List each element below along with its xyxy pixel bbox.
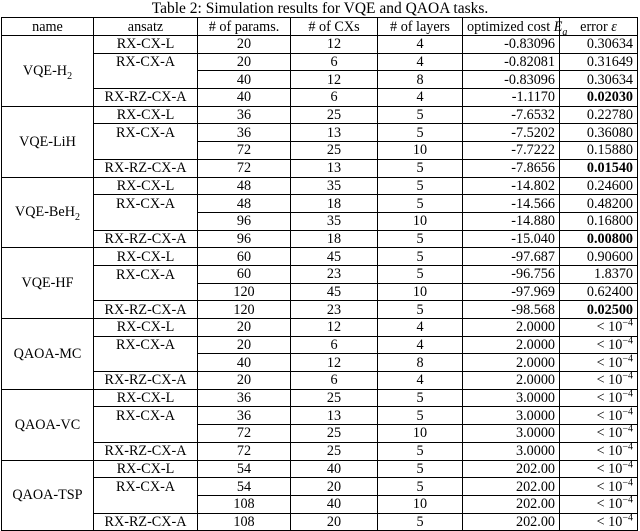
table-row (2, 106, 638, 124)
cell-cost: 202.00 (463, 513, 560, 531)
cell-ansatz: RX-RZ-CX-A (94, 372, 198, 390)
cell-layers: 5 (378, 177, 463, 195)
cell-params: 36 (198, 407, 291, 425)
header-cxs: # of CXs (291, 18, 378, 36)
cell-params: 48 (198, 195, 291, 213)
cell-layers: 5 (378, 230, 463, 248)
cell-cost: 2.0000 (463, 372, 560, 390)
cell-cost: 2.0000 (463, 336, 560, 354)
cell-layers: 5 (378, 248, 463, 266)
cell-params: 54 (198, 460, 291, 478)
cell-cxs: 45 (291, 248, 378, 266)
cell-cxs: 23 (291, 265, 378, 283)
cell-layers: 10 (378, 142, 463, 160)
row-group-name: VQE-$H_2$ (2, 36, 94, 107)
cell-params: 108 (198, 513, 291, 531)
cell-ansatz (94, 212, 198, 230)
cell-error: 0.22780 (560, 106, 638, 124)
row-group-name: QAOA-MC (2, 319, 94, 390)
cell-layers: 5 (378, 301, 463, 319)
cell-cxs: 45 (291, 283, 378, 301)
cell-error: < $10^{-4}$ (560, 425, 638, 443)
cell-layers: 5 (378, 389, 463, 407)
cell-layers: 8 (378, 354, 463, 372)
cell-ansatz: RX-CX-L (94, 106, 198, 124)
cell-cost: -7.7222 (463, 142, 560, 160)
row-group-name: VQE-HF (2, 248, 94, 319)
cell-ansatz: RX-RZ-CX-A (94, 301, 198, 319)
cell-ansatz: RX-CX-L (94, 177, 198, 195)
cell-ansatz: RX-CX-L (94, 389, 198, 407)
table-row (2, 195, 638, 213)
cell-params: 40 (198, 354, 291, 372)
cell-error: < $10^{-4}$ (560, 336, 638, 354)
cell-error: < $10^{-4}$ (560, 513, 638, 531)
cell-cost: 2.0000 (463, 319, 560, 337)
header-layers: # of layers (378, 18, 463, 36)
cell-layers: 4 (378, 336, 463, 354)
cell-cxs: 18 (291, 230, 378, 248)
header-params: # of params. (198, 18, 291, 36)
table-row (2, 159, 638, 177)
cell-cost: 2.0000 (463, 354, 560, 372)
cell-cxs: 20 (291, 513, 378, 531)
cell-params: 120 (198, 301, 291, 319)
cell-error: 0.48200 (560, 195, 638, 213)
table-row (2, 177, 638, 195)
table-row (2, 301, 638, 319)
cell-error: < $10^{-4}$ (560, 478, 638, 496)
cell-cost: -14.802 (463, 177, 560, 195)
cell-cxs: 6 (291, 53, 378, 71)
cell-params: 36 (198, 389, 291, 407)
cell-params: 60 (198, 248, 291, 266)
cell-params: 60 (198, 265, 291, 283)
table-body (2, 36, 638, 531)
cell-params: 72 (198, 159, 291, 177)
table-row (2, 71, 638, 89)
cell-layers: 8 (378, 71, 463, 89)
cell-error: 0.30634 (560, 71, 638, 89)
table-row (2, 89, 638, 107)
cell-params: 108 (198, 495, 291, 513)
cell-cxs: 13 (291, 159, 378, 177)
table-row (2, 495, 638, 513)
cell-layers: 5 (378, 513, 463, 531)
cell-layers: 10 (378, 212, 463, 230)
cell-ansatz: RX-CX-L (94, 36, 198, 54)
table-row (2, 372, 638, 390)
cell-layers: 5 (378, 478, 463, 496)
cell-params: 54 (198, 478, 291, 496)
cell-cxs: 6 (291, 89, 378, 107)
cell-params: 72 (198, 442, 291, 460)
row-group-name: QAOA-VC (2, 389, 94, 460)
table-row (2, 248, 638, 266)
cell-layers: 10 (378, 283, 463, 301)
cell-cost: -7.5202 (463, 124, 560, 142)
table-row (2, 124, 638, 142)
cell-cost: -97.969 (463, 283, 560, 301)
cell-cxs: 18 (291, 195, 378, 213)
cell-error: 0.90600 (560, 248, 638, 266)
table-caption: Table 2: Simulation results for VQE and QAOA tasks. (151, 0, 489, 17)
cell-layers: 5 (378, 195, 463, 213)
cell-cost: 3.0000 (463, 442, 560, 460)
table-row (2, 407, 638, 425)
cell-error: < $10^{-4}$ (560, 442, 638, 460)
cell-cxs: 25 (291, 106, 378, 124)
cell-cxs: 35 (291, 212, 378, 230)
table-row (2, 265, 638, 283)
cell-params: 20 (198, 53, 291, 71)
cell-ansatz (94, 142, 198, 160)
table-row (2, 283, 638, 301)
cell-ansatz (94, 425, 198, 443)
cell-cxs: 13 (291, 124, 378, 142)
cell-error: 0.01540 (560, 159, 638, 177)
cell-cxs: 12 (291, 354, 378, 372)
table-row (2, 354, 638, 372)
cell-cost: 202.00 (463, 478, 560, 496)
cell-params: 120 (198, 283, 291, 301)
table-row (2, 336, 638, 354)
cell-layers: 4 (378, 89, 463, 107)
cell-cxs: 35 (291, 177, 378, 195)
cell-cxs: 12 (291, 36, 378, 54)
cell-ansatz: RX-CX-A (94, 195, 198, 213)
header-row (2, 18, 638, 36)
cell-ansatz: RX-CX-L (94, 319, 198, 337)
cell-layers: 4 (378, 319, 463, 337)
cell-cost: -1.1170 (463, 89, 560, 107)
cell-ansatz (94, 283, 198, 301)
cell-params: 20 (198, 336, 291, 354)
cell-params: 36 (198, 106, 291, 124)
cell-ansatz (94, 71, 198, 89)
cell-cxs: 25 (291, 442, 378, 460)
cell-params: 96 (198, 230, 291, 248)
cell-cost: -98.568 (463, 301, 560, 319)
cell-cxs: 12 (291, 319, 378, 337)
cell-cxs: 12 (291, 71, 378, 89)
cell-cxs: 6 (291, 336, 378, 354)
cell-cost: -96.756 (463, 265, 560, 283)
cell-ansatz: RX-CX-L (94, 248, 198, 266)
cell-ansatz: RX-CX-A (94, 265, 198, 283)
table-row (2, 425, 638, 443)
cell-error: 0.62400 (560, 283, 638, 301)
cell-cost: -0.82081 (463, 53, 560, 71)
cell-error: 0.31649 (560, 53, 638, 71)
cell-layers: 4 (378, 53, 463, 71)
cell-error: 0.16800 (560, 212, 638, 230)
row-group-name: VQE-BeH$_2$ (2, 177, 94, 248)
cell-ansatz: RX-CX-A (94, 478, 198, 496)
cell-ansatz (94, 495, 198, 513)
cell-cost: -15.040 (463, 230, 560, 248)
cell-layers: 5 (378, 159, 463, 177)
header-ansatz: ansatz (94, 18, 198, 36)
cell-params: 36 (198, 124, 291, 142)
cell-cxs: 40 (291, 495, 378, 513)
header-error: error ε (560, 18, 638, 36)
cell-params: 48 (198, 177, 291, 195)
cell-ansatz: RX-CX-A (94, 124, 198, 142)
cell-cxs: 25 (291, 425, 378, 443)
cell-ansatz: RX-CX-L (94, 460, 198, 478)
cell-error: < $10^{-4}$ (560, 389, 638, 407)
table-row (2, 389, 638, 407)
cell-error: 0.24600 (560, 177, 638, 195)
cell-error: < $10^{-4}$ (560, 407, 638, 425)
table-row (2, 513, 638, 531)
cell-error: 0.15880 (560, 142, 638, 160)
cell-error: 1.8370 (560, 265, 638, 283)
cell-cost: -0.83096 (463, 36, 560, 54)
header-name: name (2, 18, 94, 36)
cell-params: 72 (198, 142, 291, 160)
cell-ansatz (94, 354, 198, 372)
cell-ansatz: RX-RZ-CX-A (94, 513, 198, 531)
cell-layers: 5 (378, 124, 463, 142)
cell-params: 20 (198, 36, 291, 54)
cell-error: < $10^{-4}$ (560, 495, 638, 513)
row-group-name: QAOA-TSP (2, 460, 94, 531)
table-row (2, 212, 638, 230)
cell-ansatz: RX-CX-A (94, 407, 198, 425)
cell-cxs: 25 (291, 389, 378, 407)
cell-cost: 3.0000 (463, 407, 560, 425)
cell-cxs: 13 (291, 407, 378, 425)
cell-cost: 202.00 (463, 495, 560, 513)
cell-error: < $10^{-4}$ (560, 354, 638, 372)
cell-params: 20 (198, 372, 291, 390)
cell-ansatz: RX-RZ-CX-A (94, 230, 198, 248)
cell-layers: 5 (378, 407, 463, 425)
table-row (2, 53, 638, 71)
cell-layers: 10 (378, 495, 463, 513)
cell-layers: 5 (378, 442, 463, 460)
row-group-name: VQE-LiH (2, 106, 94, 177)
cell-cost: -97.687 (463, 248, 560, 266)
cell-cxs: 23 (291, 301, 378, 319)
cell-params: 40 (198, 89, 291, 107)
cell-params: 40 (198, 71, 291, 89)
cell-layers: 5 (378, 106, 463, 124)
cell-params: 72 (198, 425, 291, 443)
cell-cxs: 20 (291, 478, 378, 496)
cell-layers: 10 (378, 425, 463, 443)
cell-ansatz: RX-RZ-CX-A (94, 442, 198, 460)
cell-cost: 202.00 (463, 460, 560, 478)
cell-cost: -14.880 (463, 212, 560, 230)
cell-error: 0.02030 (560, 89, 638, 107)
table-row (2, 230, 638, 248)
table-row (2, 319, 638, 337)
cell-layers: 4 (378, 36, 463, 54)
cell-cost: -7.8656 (463, 159, 560, 177)
cell-ansatz: RX-RZ-CX-A (94, 159, 198, 177)
table-row (2, 36, 638, 54)
cell-cost: 3.0000 (463, 425, 560, 443)
results-table (1, 17, 638, 531)
cell-cxs: 40 (291, 460, 378, 478)
cell-error: < $10^{-4}$ (560, 460, 638, 478)
table-row (2, 142, 638, 160)
cell-ansatz: RX-CX-A (94, 53, 198, 71)
table-row (2, 478, 638, 496)
cell-error: 0.02500 (560, 301, 638, 319)
cell-ansatz: RX-RZ-CX-A (94, 89, 198, 107)
cell-layers: 5 (378, 265, 463, 283)
cell-cost: 3.0000 (463, 389, 560, 407)
cell-layers: 4 (378, 372, 463, 390)
header-cost: optimized cost $E_a$ (463, 18, 560, 36)
cell-error: 0.00800 (560, 230, 638, 248)
cell-error: < $10^{-4}$ (560, 372, 638, 390)
cell-layers: 5 (378, 460, 463, 478)
cell-error: 0.36080 (560, 124, 638, 142)
cell-cxs: 6 (291, 372, 378, 390)
cell-params: 96 (198, 212, 291, 230)
cell-cost: -7.6532 (463, 106, 560, 124)
cell-error: 0.30634 (560, 36, 638, 54)
cell-params: 20 (198, 319, 291, 337)
table-row (2, 460, 638, 478)
table-row (2, 442, 638, 460)
cell-ansatz: RX-CX-A (94, 336, 198, 354)
cell-cost: -0.83096 (463, 71, 560, 89)
cell-cost: -14.566 (463, 195, 560, 213)
cell-cxs: 25 (291, 142, 378, 160)
cell-error: < $10^{-4}$ (560, 319, 638, 337)
